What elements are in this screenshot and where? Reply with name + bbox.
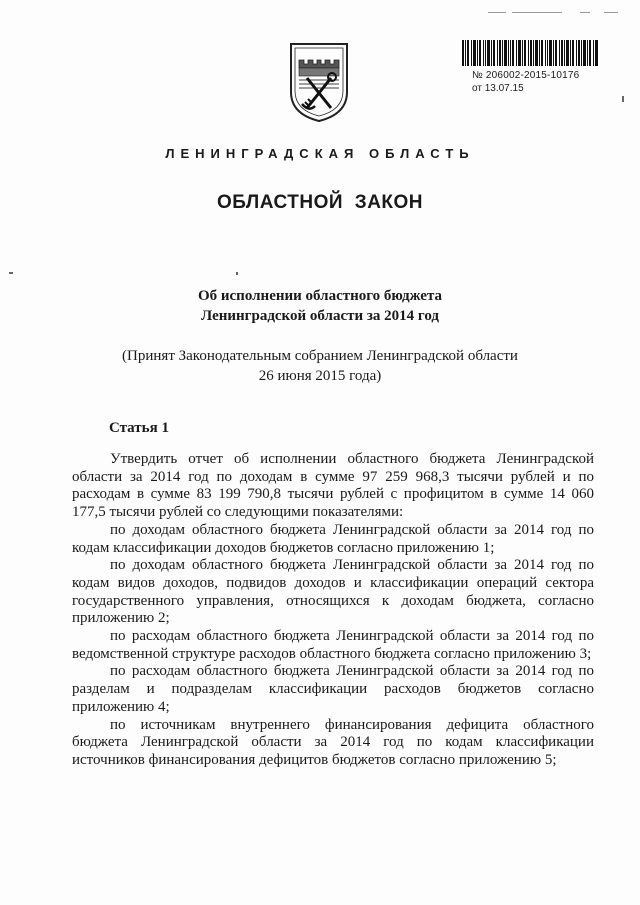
law-subject-line: Об исполнении областного бюджета [197,288,443,304]
article-paragraph: по расходам областного бюджета Ленинградской области за 2014 год по разделам и подразделам классификации расходов бюджетов согласно приложению 4; [72,663,594,715]
article-paragraph: по доходам областного бюджета Ленинградской области за 2014 год по кодам видов доходов, подвидов доходов и классификации операций сектора государственного управления, относящихся к доходам бюджета, согласно приложению 2; [72,557,594,627]
adoption-note-line: 26 июня 2015 года) [258,368,382,384]
article-paragraph: Утвердить отчет об исполнении областного бюджета Ленинградской области за 2014 год по доходам в сумме 97 259 968,3 тысячи рублей и по расходам в сумме 83 199 790,8 тысячи рублей с профицитом в сумме 14 060 177,5 тысячи рублей со следующими показателями: [72,451,594,521]
scan-artifact [9,272,13,274]
scan-artifact [580,12,590,13]
article-paragraph: по источникам внутреннего финансирования дефицита областного бюджета Ленинградской области за 2014 год по кодам классификации источников финансирования дефицитов бюджетов согласно приложению 5; [72,716,594,768]
scan-artifact [488,12,506,13]
adoption-note [0,346,640,386]
region-heading: ЛЕНИНГРАДСКАЯ ОБЛАСТЬ [165,146,475,161]
document-type-title: ОБЛАСТНОЙ ЗАКОН [216,192,424,213]
barcode-icon [462,40,598,66]
scan-artifact [236,272,238,275]
scan-artifact [622,96,624,102]
scan-artifact [512,12,562,13]
article-heading: Статья 1 [109,420,169,436]
article-paragraph: по расходам областного бюджета Ленинградской области за 2014 год по ведомственной структуре расходов областного бюджета согласно приложению 3; [72,628,594,662]
registration-number: № 206002-2015-10176 [472,70,580,81]
registration-date: от 13.07.15 [472,83,524,94]
law-subject-line: Ленинградской области за 2014 год [201,308,439,324]
law-subject [0,286,640,326]
coat-of-arms-icon [287,40,351,124]
article-body [72,451,594,770]
article-paragraph: по доходам областного бюджета Ленинградской области за 2014 год по кодам классификации доходов бюджетов согласно приложению 1; [72,521,594,556]
adoption-note-line: (Принят Законодательным собранием Ленинградской области [122,348,518,364]
scan-artifact [604,12,618,13]
